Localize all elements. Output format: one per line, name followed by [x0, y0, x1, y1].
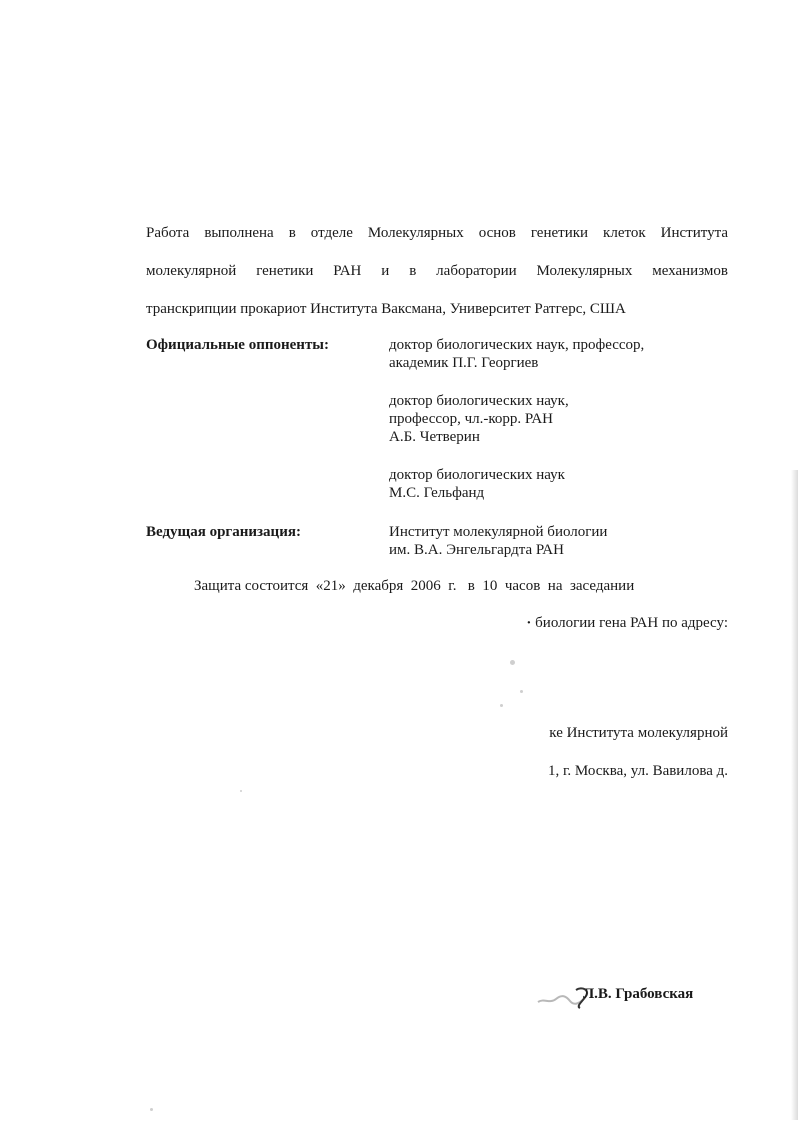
opponent-3-name: М.С. Гельфанд [389, 485, 485, 501]
signature-name: Л.В. Грабовская [583, 986, 694, 1002]
lead-org [389, 523, 607, 559]
intro-line-2: молекулярной генетики РАН и в лаборатории Молекулярных механизмов [146, 263, 728, 279]
opponent-1-name: академик П.Г. Георгиев [389, 355, 539, 371]
scan-edge-shadow [791, 470, 798, 1120]
defense-line-2-text: биологии гена РАН по адресу: [535, 615, 728, 631]
opponent-2-name: А.Б. Четверин [389, 429, 480, 445]
defense-line-2-fragment: · биологии гена РАН по адресу: [526, 615, 728, 631]
scan-speck [150, 1108, 153, 1111]
opponent-1-degree: доктор биологических наук, профессор, [389, 337, 645, 353]
lead-org-label: Ведущая организация: [146, 524, 301, 540]
lead-org-line-2: им. В.А. Энгельгардта РАН [389, 542, 564, 558]
opponent-2-title: профессор, чл.-корр. РАН [389, 411, 553, 427]
library-line-2-fragment: 1, г. Москва, ул. Вавилова д. [547, 763, 728, 779]
scan-speck [520, 690, 523, 693]
intro-line-3: транскрипции прокариот Института Ваксмана, Университет Ратгерс, США [146, 301, 626, 317]
opponent-1 [389, 336, 644, 372]
opponents-label: Официальные оппоненты: [146, 337, 330, 353]
opponent-2 [389, 392, 569, 446]
library-line-1-fragment: ке Института молекулярной [549, 725, 728, 741]
defense-line-1: Защита состоится «21» декабря 2006 г. в 10 часов на заседании [194, 578, 635, 594]
intro-line-1: Работа выполнена в отделе Молекулярных основ генетики клеток Института [146, 225, 728, 241]
scan-speck [510, 660, 515, 665]
opponent-3-degree: доктор биологических наук [389, 467, 565, 483]
scan-speck [240, 790, 242, 792]
lead-org-line-1: Институт молекулярной биологии [389, 524, 608, 540]
opponent-3 [389, 466, 565, 502]
scan-speck [500, 704, 503, 707]
opponent-2-degree: доктор биологических наук, [389, 393, 569, 409]
